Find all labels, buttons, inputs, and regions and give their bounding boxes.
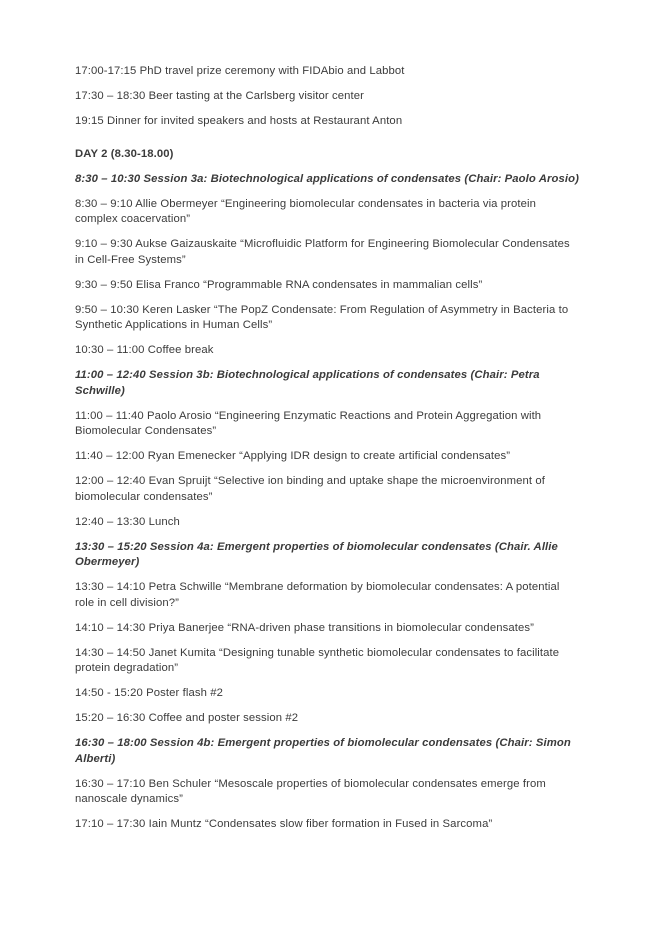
schedule-item: 17:00-17:15 PhD travel prize ceremony with FIDAbio and Labbot (75, 65, 405, 77)
schedule-item: 14:50 - 15:20 Poster flash #2 (75, 687, 223, 699)
schedule-list (75, 64, 580, 833)
schedule-item: 17:10 – 17:30 Iain Muntz “Condensates slow fiber formation in Fused in Sarcoma” (75, 818, 493, 830)
session-heading: 8:30 – 10:30 Session 3a: Biotechnological applications of condensates (Chair: Paolo Arosio) (75, 172, 579, 185)
schedule-item: 19:15 Dinner for invited speakers and hosts at Restaurant Anton (75, 115, 403, 127)
schedule-item: 13:30 – 14:10 Petra Schwille “Membrane deformation by biomolecular condensates: A potential role in cell division?” (75, 581, 560, 609)
schedule-item: 12:40 – 13:30 Lunch (75, 515, 180, 528)
schedule-item: 14:30 – 14:50 Janet Kumita “Designing tunable synthetic biomolecular condensates to facilitate protein degradation” (75, 646, 560, 674)
schedule-item: 11:40 – 12:00 Ryan Emenecker “Applying IDR design to create artificial condensates” (75, 450, 511, 462)
session-heading: 13:30 – 15:20 Session 4a: Emergent properties of biomolecular condensates (Chair. Allie Obermeyer) (75, 540, 558, 568)
schedule-item: 9:10 – 9:30 Aukse Gaizauskaite “Microfluidic Platform for Engineering Biomolecular Condensates in Cell-Free Systems” (75, 238, 570, 266)
day-2-heading: DAY 2 (8.30-18.00) (75, 147, 174, 160)
schedule-item: 12:00 – 12:40 Evan Spruijt “Selective ion binding and uptake shape the microenvironment of biomolecular condensates” (75, 475, 545, 503)
schedule-item: 9:30 – 9:50 Elisa Franco “Programmable RNA condensates in mammalian cells” (75, 278, 483, 291)
schedule-item: 14:10 – 14:30 Priya Banerjee “RNA-driven phase transitions in biomolecular condensates” (75, 621, 534, 634)
session-heading: 11:00 – 12:40 Session 3b: Biotechnological applications of condensates (Chair: Petra Schwille) (75, 369, 540, 397)
schedule-item: 15:20 – 16:30 Coffee and poster session #2 (75, 712, 299, 724)
schedule-item: 11:00 – 11:40 Paolo Arosio “Engineering Enzymatic Reactions and Protein Aggregation with Biomolecular Condensates” (75, 409, 542, 437)
schedule-item: 17:30 – 18:30 Beer tasting at the Carlsberg visitor center (75, 90, 365, 102)
schedule-item: 10:30 – 11:00 Coffee break (75, 344, 214, 356)
schedule-item: 16:30 – 17:10 Ben Schuler “Mesoscale properties of biomolecular condensates emerge from nanoscale dynamics” (75, 777, 546, 805)
schedule-item: 8:30 – 9:10 Allie Obermeyer “Engineering biomolecular condensates in bacteria via protein complex coacervation” (75, 197, 537, 225)
schedule-item: 9:50 – 10:30 Keren Lasker “The PopZ Condensate: From Regulation of Asymmetry in Bacteria to Synthetic Applications in Human Cells” (75, 303, 569, 331)
session-heading: 16:30 – 18:00 Session 4b: Emergent properties of biomolecular condensates (Chair: Simon Alberti) (75, 737, 571, 765)
